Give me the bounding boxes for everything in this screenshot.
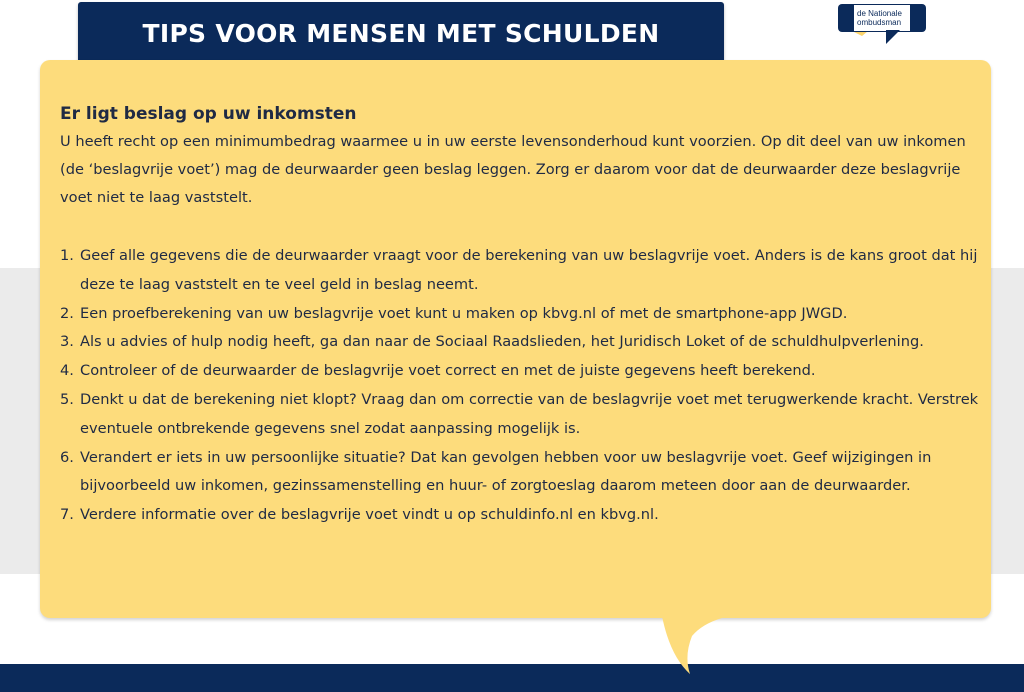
tip-item [60, 357, 980, 386]
tip-text: Controleer of de deurwaarder de beslagvrije voet correct en met de juiste gegevens heeft berekend. [80, 362, 816, 380]
tips-content [60, 100, 980, 530]
tip-item [60, 242, 980, 300]
tip-text: Als u advies of hulp nodig heeft, ga dan naar de Sociaal Raadslieden, het Juridisch Loket of de schuldhulpverlening. [80, 333, 924, 351]
intro-paragraph: U heeft recht op een minimumbedrag waarmee u in uw eerste levensonderhoud kunt voorzien. Op dit deel van uw inkomen (de ‘beslagvrije voet’) mag de deurwaarder geen beslag leggen. Zorg er daarom voor dat de deurwaarder deze beslagvrije voet niet te laag vaststelt. [60, 133, 966, 206]
tip-number: 3. [60, 333, 74, 351]
page-title: TIPS VOOR MENSEN MET SCHULDEN [142, 18, 660, 48]
tip-text: Verandert er iets in uw persoonlijke situatie? Dat kan gevolgen hebben voor uw beslagvrije voet. Geef wijzigingen in bijvoorbeeld uw inkomen, gezinssamenstelling en huur- of zorgtoeslag daarom meteen door aan de deurwaarder. [80, 448, 932, 495]
tip-text: Geef alle gegevens die de deurwaarder vraagt voor de berekening van uw beslagvrije voet. Anders is de kans groot dat hij deze te laag vaststelt en te veel geld in beslag neemt. [80, 247, 978, 293]
tip-number: 7. [60, 506, 74, 524]
tip-item [60, 328, 980, 357]
tip-text: Een proefberekening van uw beslagvrije voet kunt u maken op kbvg.nl of met de smartphone-app JWGD. [80, 304, 848, 322]
logo-line-2: ombudsman [857, 18, 902, 27]
tip-number: 4. [60, 362, 74, 380]
logo-line-1: de Nationale [857, 9, 902, 18]
tip-item [60, 444, 980, 502]
footer-bar [0, 664, 1024, 692]
speech-bubble-tail [662, 616, 722, 678]
tip-number: 2. [60, 304, 74, 322]
ombudsman-logo [838, 4, 928, 44]
tip-text: Verdere informatie over de beslagvrije voet vindt u op schuldinfo.nl en kbvg.nl. [80, 506, 659, 524]
logo-text-box [854, 5, 910, 31]
tip-item [60, 501, 980, 530]
tip-number: 1. [60, 247, 74, 264]
logo-speech-tail [886, 30, 900, 44]
tips-list [60, 242, 980, 530]
tip-item [60, 386, 980, 444]
tip-item [60, 300, 980, 329]
section-heading: Er ligt beslag op uw inkomsten [60, 104, 357, 124]
tip-number: 6. [60, 448, 74, 466]
title-banner [78, 2, 724, 64]
tip-number: 5. [60, 390, 74, 408]
tip-text: Denkt u dat de berekening niet klopt? Vraag dan om correctie van de beslagvrije voet met terugwerkende kracht. Verstrek eventuele ontbrekende gegevens snel zodat aanpassing mogelijk is. [80, 390, 979, 437]
logo-box [838, 4, 926, 32]
